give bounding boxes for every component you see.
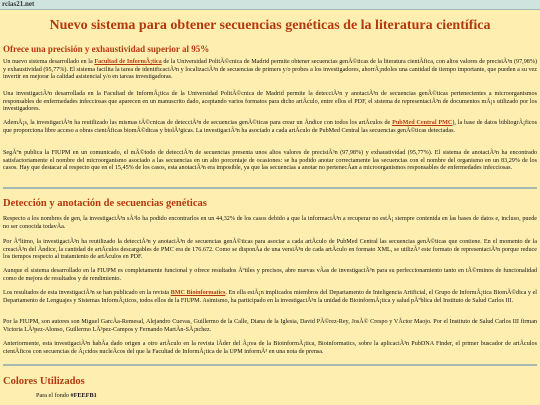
paragraph-10: Anteriormente, esta investigaciÃ³n habÃa dado origen a otro artÃculo en la revista lÃder del Ã¡rea de la BioinformÃ¡tica, Bioinformatics, sobre la aplicaciÃ³n PubDNA Finder, el primer buscador de artÃculos cientÃficos con secuencias de Ã¡cidos nucleÃcos del que la Facultad de InformÃ¡tica de la UPM informÃ³ en una nota de prensa.	[3, 341, 537, 355]
paragraph-8-text-a: Los resultados de esta investigaciÃ³n se han publicado en la revista	[3, 290, 171, 296]
color-value: #FEEFB1	[70, 392, 97, 399]
paragraph-1-text-b: de la Universidad PolitÃ©cnica de Madrid permite obtener secuencias genÃ©ticas de la literatura cientÃfica, con altos valores de precisiÃ³n (97,98%) y exhaustividad (95,77%). El sistema facilita la tarea de identificaciÃ³n y localizaciÃ³n de secuencias de primers y/o probes a los investigadores, ahorrÃ¡ndoles una cantidad de tiempo importante, que pueden a su vez invertir en mejorar la calidad asistencial y/o en tareas investigadoras.	[3, 59, 538, 81]
paragraph-9: Por la FIUPM, son autores son Miguel GarcÃa-Remesal, Alejandro Cuevas, Guillermo de la Calle, Diana de la Iglesia, David PÃ©rez-Rey, JosÃ© Crespo y VÃctor Maojo. Por el Instituto de Salud Carlos III firman Victoria LÃ³pez-Alonso, Guillermo LÃ³pez-Campos y Fernando MartÃn-SÃ¡nchez.	[3, 319, 537, 333]
color-label: Para el fondo	[36, 392, 71, 399]
paragraph-4: SegÃºn publica la FIUPM en un comunicado, el mÃ©todo de detecciÃ³n de secuencias presenta unos altos valores de precisiÃ³n (97,98%) y exhaustividad (95,77%). El sistema de anotaciÃ³n ha encontrado satisfactoriamente el nombre del microorganismo asociado a las secuencias en un alto porcentaje de ocasiones: se ha podido anotar correctamente las secuencias con el nombre del organismo en un 83,29% de los casos. Hay que destacar al respecto que en el 15,45% de los casos, esta anotaciÃ³n era imposible, ya que las secuencias a anotar no pertenecÃan a microorganismos responsables de enfermedades infecciosas.	[3, 150, 537, 172]
subtitle: Ofrece una precisión y exhaustividad superior al 95%	[3, 44, 210, 54]
paragraph-3-text-a: AdemÃ¡s, la investigaciÃ³n ha reutilizado las mismas tÃ©cnicas de detecciÃ³n de secuencias genÃ©ticas para crear un Ãndice con todos los artÃculos de	[3, 120, 393, 126]
paragraph-2: Una investigaciÃ³n desarrollada en la Facultad de InformÃ¡tica de la Universidad PolitÃ©cnica de Madrid permite la detecciÃ³n y anotaciÃ³n de secuencias genÃ©ticas pertenecientes a microorganismos responsables de enfermedades infecciosas que aparecen en un manuscrito dado, aceptando varios formatos para dicho artÃculo, entre ellos el PDF, el sistema de representaciÃ³n de documentos mÃ¡s utilizado por los investigadores.	[3, 91, 537, 113]
link-pubmed-central[interactable]: PubMed Central PMC	[392, 120, 453, 126]
divider-1	[3, 187, 537, 189]
link-facultad-informatica[interactable]: Facultad de InformÃ¡tica	[94, 59, 162, 65]
link-bmc-bioinformatics[interactable]: BMC Bioinformatics	[170, 290, 226, 296]
paragraph-6: Por Ãºltimo, la investigaciÃ³n ha reutilizado la detecciÃ³n y anotaciÃ³n de secuencias genÃ©ticas para asociar a cada artÃculo de PubMed Central las secuencias genÃ©ticas que contiene. En el momento de la creaciÃ³n del Ãndice, la cantidad de artÃculos descargables de PMC era de 176.672. Como se disponÃa de una versiÃ³n de cada artÃculo en formato XML, se utilizÃ³ este formato de representaciÃ³n porque reduce los tiempos respecto al tratamiento de artÃculos en PDF.	[3, 239, 537, 261]
paragraph-3-text-b: ), la base de datos bibliogrÃ¡ficos que proporciona libre acceso a obras cientÃficas biomÃ©dicas y biolÃ³gicas. La investigaciÃ³n ha asociado a cada artÃculo de PubMed Central las secuencias genÃ©ticas detectadas.	[3, 120, 537, 134]
color-item	[36, 392, 336, 400]
paragraph-8-text-b: . En ella estÃ¡n implicados miembros del Departamento de Inteligencia Artificial, el Grupo de InformÃ¡tica BiomÃ©dica y el Departamento de Lenguajes y Sistemas InformÃ¡ticos, todos ellos de la FIUPM. Asimismo, ha participado en la investigaciÃ³n la unidad de BioinformÃ¡tica y salud pÃºblica del Instituto de Salud Carlos III.	[3, 290, 538, 304]
paragraph-8	[3, 290, 537, 305]
section-heading-deteccion: Detección y anotación de secuencias genéticas	[3, 198, 207, 209]
paragraph-3	[3, 120, 537, 135]
paragraph-1	[3, 59, 537, 82]
paragraph-7: Aunque el sistema desarrollado en la FIUPM es completamente funcional y ofrece resultados Ãºtiles y precisos, abre nuevas vÃas de investigaciÃ³n para su perfeccionamiento tanto en tÃ©rminos de funcionalidad como de mejora de resultados y de rendimiento.	[3, 268, 537, 282]
page-title: Nuevo sistema para obtener secuencias genéticas de la literatura científica	[49, 18, 491, 33]
section-heading-colores: Colores Utilizados	[3, 376, 85, 387]
paragraph-1-text-a: Un nuevo sistema desarrollado en la	[3, 59, 95, 65]
divider-2	[3, 364, 537, 366]
site-name: rcias21.net	[2, 0, 35, 8]
top-bar	[0, 0, 540, 10]
paragraph-5: Respecto a los nombres de gen, la investigaciÃ³n sÃ³lo ha podido encontrarlos en un 44,32% de los casos debido a que la informaciÃ³n a recuperar no estÃ¡ siempre contenida en las bases de datos e, incluso, puede no ser conocida todavÃa.	[3, 216, 537, 230]
